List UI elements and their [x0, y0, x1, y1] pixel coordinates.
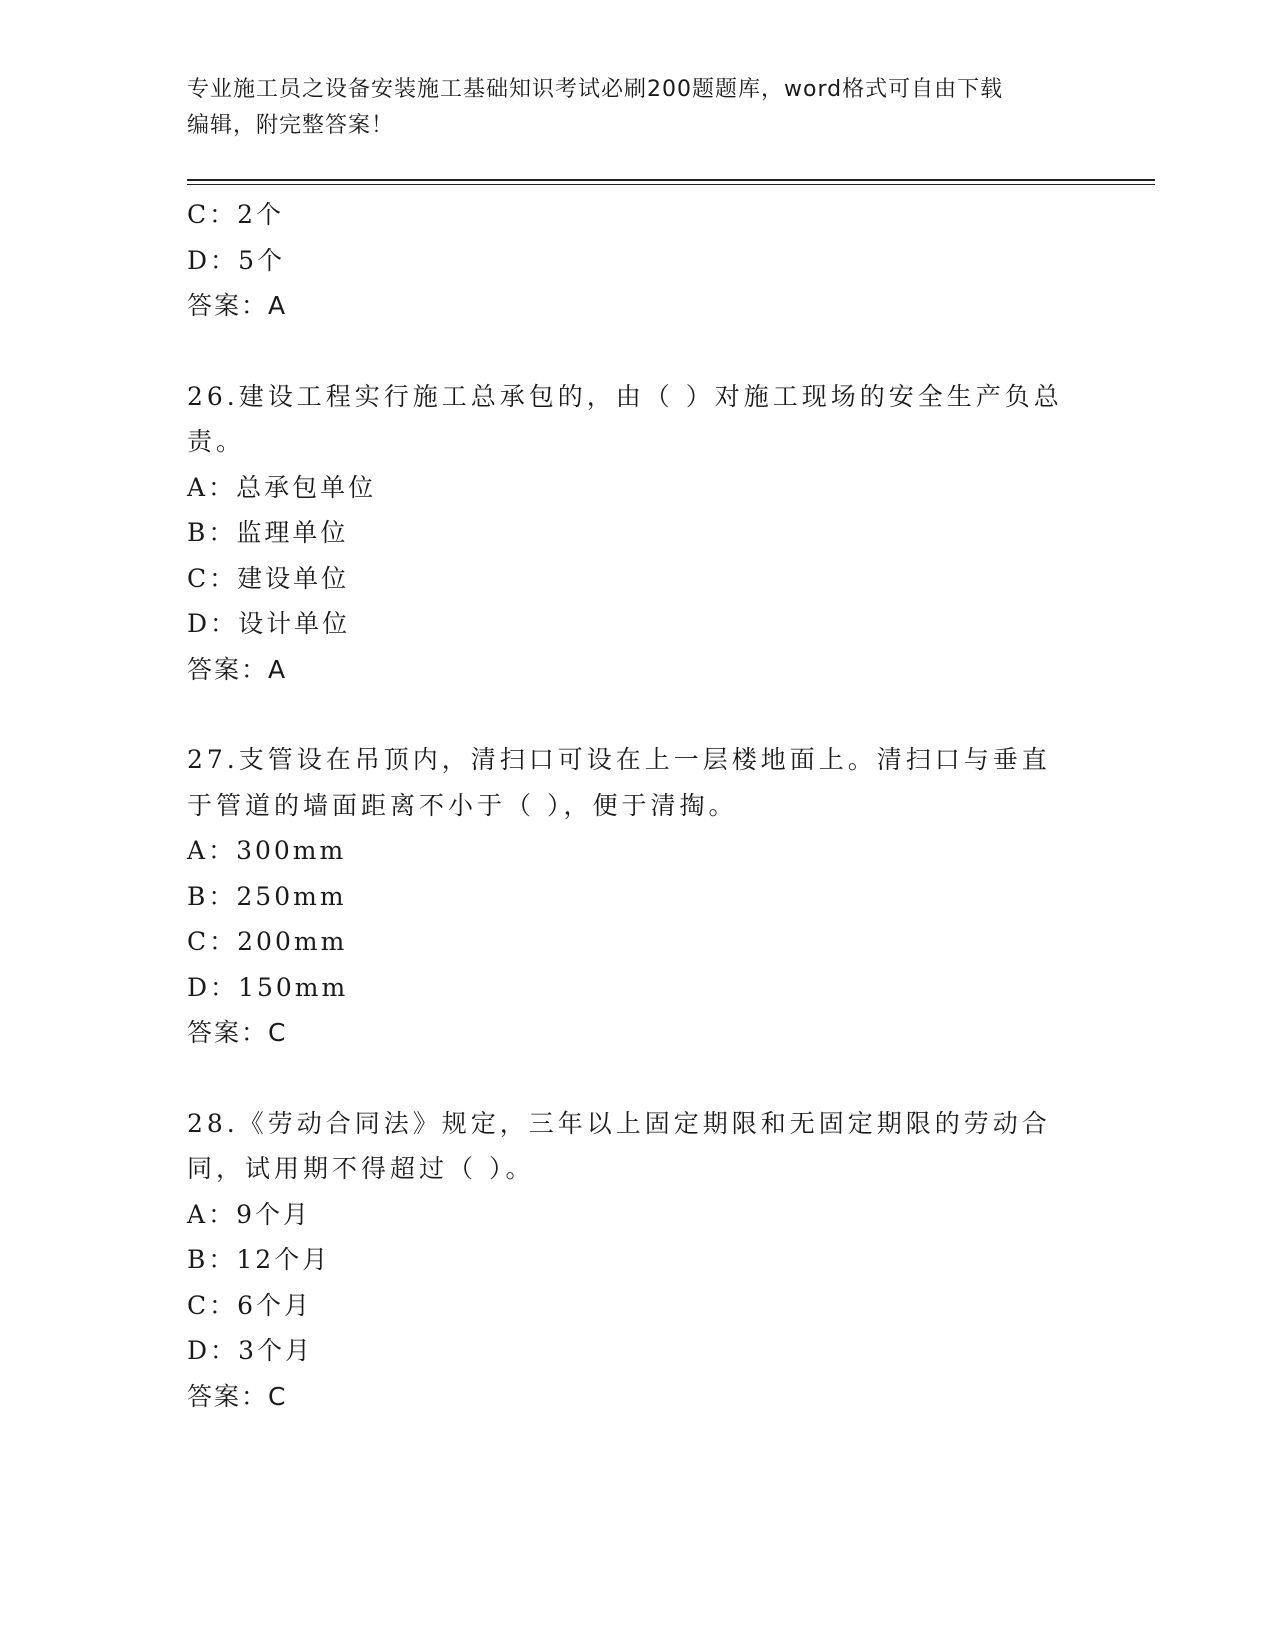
option-label: D	[187, 245, 211, 275]
option-text: 9个月	[236, 1199, 311, 1229]
option-text: 300mm	[236, 836, 347, 865]
question-number: 28.	[187, 1108, 239, 1138]
option-text: 2个	[237, 200, 285, 229]
option-label: C	[187, 1290, 210, 1320]
option-text: 设计单位	[238, 609, 351, 638]
option-label: C	[187, 563, 210, 593]
option-b	[187, 874, 1087, 920]
header-divider-thick	[187, 179, 1155, 181]
question-number: 27.	[187, 745, 239, 774]
header-line-2: 编辑，附完整答案！	[187, 113, 395, 138]
option-label: C	[187, 927, 210, 956]
option-separator: ：	[208, 472, 237, 502]
header-line-1: 专业施工员之设备安装施工基础知识考试必刷200题题库，word格式可自由下载	[187, 77, 1004, 102]
option-text: 6个月	[237, 1290, 313, 1320]
option-text: 监理单位	[236, 518, 349, 547]
option-d	[187, 965, 1087, 1011]
option-label: D	[187, 609, 211, 638]
option-label: A	[187, 836, 209, 865]
header-divider-thin	[187, 184, 1155, 185]
option-d	[187, 238, 1087, 284]
option-label: C	[187, 200, 210, 229]
option-a	[187, 465, 1087, 511]
document-header	[187, 72, 1087, 144]
option-separator: ：	[209, 200, 238, 229]
option-label: B	[187, 881, 209, 911]
document-body	[187, 192, 1087, 1419]
option-text: 建设单位	[237, 563, 350, 593]
question-27	[187, 737, 1087, 1056]
question-text: 支管设在吊顶内，清扫口可设在上一层楼地面上。清扫口与垂直于管道的墙面距离不小于（ ），便于清掏。	[187, 745, 1051, 820]
question-number: 26.	[187, 381, 239, 411]
option-separator: ：	[208, 518, 237, 547]
question-26	[187, 374, 1087, 693]
option-separator: ：	[210, 1336, 239, 1365]
answer-line: 答案：A	[187, 291, 288, 320]
option-separator: ：	[209, 927, 238, 956]
option-separator: ：	[209, 1290, 238, 1320]
option-text: 3个月	[238, 1336, 313, 1365]
option-separator: ：	[210, 609, 239, 638]
option-c	[187, 192, 1087, 238]
carryover-question	[187, 192, 1087, 329]
option-a	[187, 1192, 1087, 1238]
option-b	[187, 510, 1087, 556]
question-text: 建设工程实行施工总承包的，由（ ）对施工现场的安全生产负总责。	[187, 381, 1063, 456]
option-text: 12个月	[236, 1245, 331, 1274]
option-c	[187, 1283, 1087, 1329]
answer-line: 答案：C	[187, 1018, 288, 1047]
option-separator: ：	[208, 881, 237, 911]
question-28	[187, 1101, 1087, 1420]
option-text: 总承包单位	[236, 472, 377, 502]
option-label: B	[187, 518, 209, 547]
option-label: D	[187, 1336, 211, 1365]
option-c	[187, 556, 1087, 602]
option-d	[187, 601, 1087, 647]
option-separator: ：	[208, 1199, 237, 1229]
option-c	[187, 919, 1087, 965]
option-separator: ：	[210, 972, 239, 1002]
option-separator: ：	[208, 1245, 237, 1274]
option-text: 5个	[238, 245, 285, 275]
question-text: 《劳动合同法》规定，三年以上固定期限和无固定期限的劳动合同，试用期不得超过（ ）。	[187, 1108, 1051, 1183]
option-separator: ：	[209, 563, 238, 593]
option-d	[187, 1328, 1087, 1374]
option-text: 200mm	[237, 927, 348, 956]
question-stem	[187, 737, 1067, 828]
option-separator: ：	[210, 245, 239, 275]
option-label: B	[187, 1245, 209, 1274]
option-separator: ：	[208, 836, 237, 865]
question-stem	[187, 1101, 1067, 1192]
answer-line: 答案：A	[187, 654, 288, 684]
option-label: A	[187, 1199, 209, 1229]
option-label: A	[187, 472, 209, 502]
option-text: 250mm	[236, 881, 347, 911]
question-stem	[187, 374, 1067, 465]
option-a	[187, 828, 1087, 874]
answer-line: 答案：C	[187, 1381, 288, 1411]
option-b	[187, 1237, 1087, 1283]
option-label: D	[187, 972, 211, 1002]
option-text: 150mm	[238, 972, 349, 1002]
